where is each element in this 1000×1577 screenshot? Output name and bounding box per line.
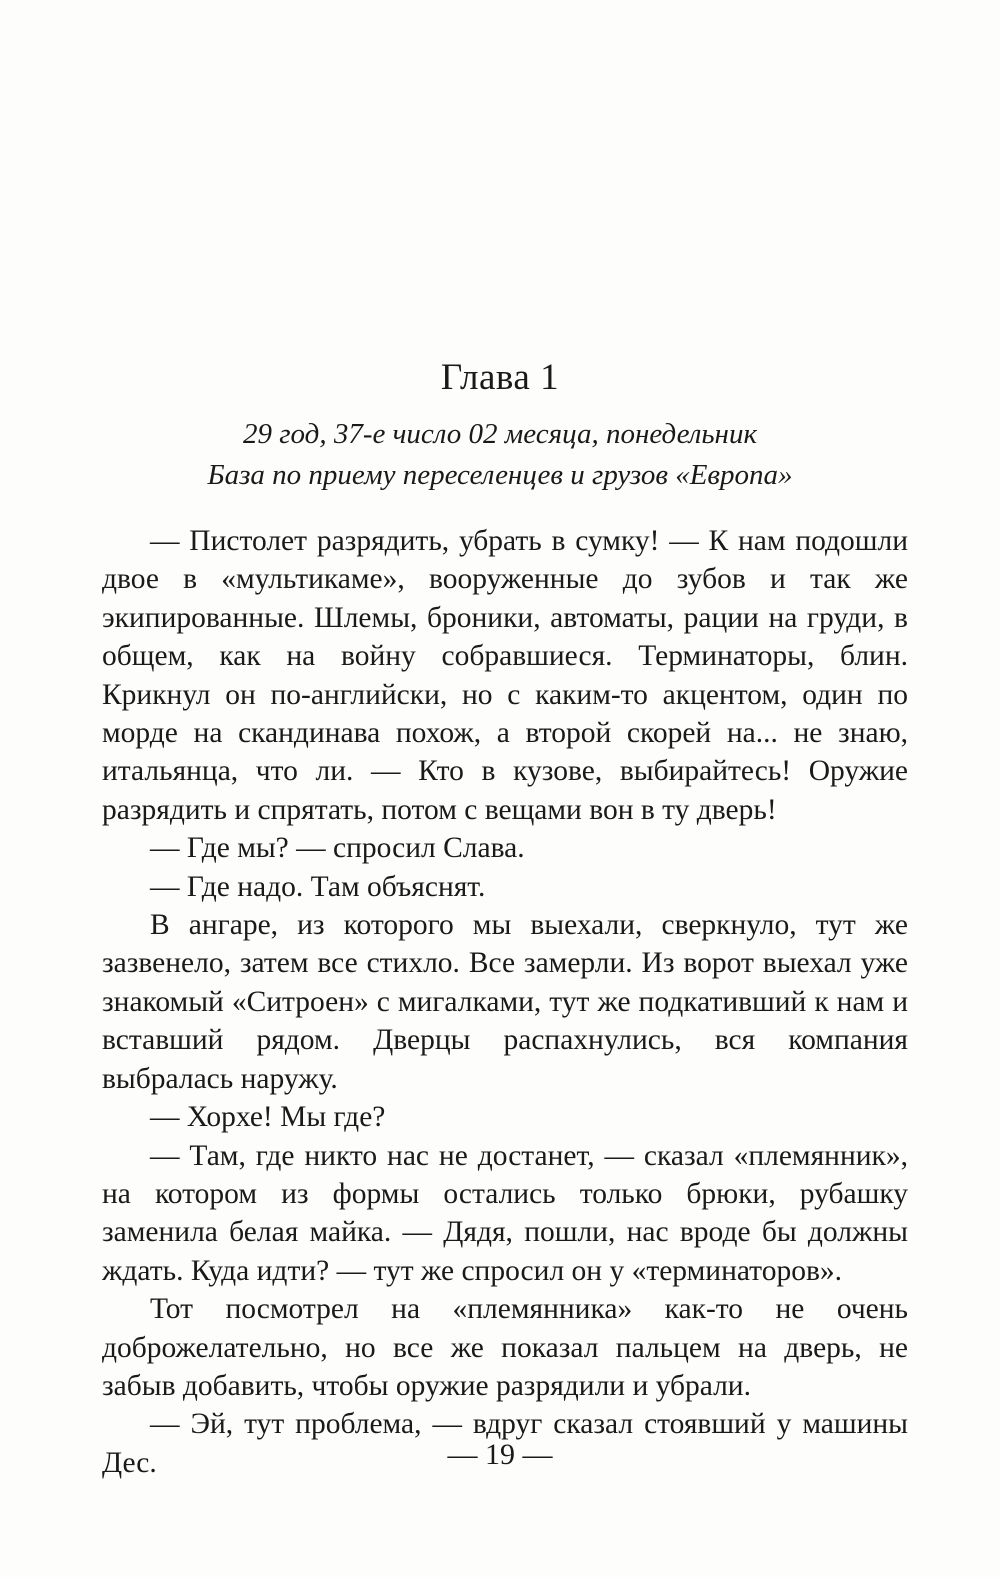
chapter-title: Глава 1 <box>440 357 560 398</box>
paragraph: Тот посмотрел на «племянника» как-то не очень доброжелательно, но все же показал пальцем на дверь, не забыв добавить, чтобы оружие разрядили и убрали. <box>102 1293 908 1402</box>
paragraph: — Хорхе! Мы где? <box>150 1101 386 1134</box>
paragraph: В ангаре, из которого мы выехали, сверкнуло, тут же зазвенело, затем все стихло. Все замерли. Из ворот выехал уже знакомый «Ситроен» с мигалками, тут же подкативший к нам и вставший рядом. Дверцы распахнулись, вся компания выбралась наружу. <box>102 909 908 1095</box>
chapter-date-line: 29 год, 37-е число 02 месяца, понедельник <box>242 418 758 450</box>
page-number: — 19 — <box>447 1438 553 1471</box>
paragraph: — Эй, тут проблема, — вдруг сказал стоявший у машины Дес. <box>102 1408 908 1479</box>
paragraph: — Где надо. Там объяснят. <box>150 870 486 903</box>
paragraph: — Пистолет разрядить, убрать в сумку! — К нам подошли двое в «мультикаме», вооруженные до зубов и так же экипированные. Шлемы, броники, автоматы, рации на груди, в общем, как на войну собравшиеся. Терминаторы, блин. Крикнул он по-английски, но с каким-то акцентом, один по морде на скандинава похож, а второй скорей на... не знаю, итальянца, что ли. — Кто в кузове, выбирайтесь! Оружие разрядить и спрятать, потом с вещами вон в ту дверь! <box>102 525 908 826</box>
chapter-place-line: База по приему переселенцев и грузов «Европа» <box>207 459 793 491</box>
paragraph: — Где мы? — спросил Слава. <box>150 832 525 865</box>
body-text <box>102 522 908 1482</box>
paragraph: — Там, где никто нас не достанет, — сказал «племянник», на котором из формы остались только брюки, рубашку заменила белая майка. — Дядя, пошли, нас вроде бы должны ждать. Куда идти? — тут же спросил он у «терминаторов». <box>102 1139 908 1287</box>
